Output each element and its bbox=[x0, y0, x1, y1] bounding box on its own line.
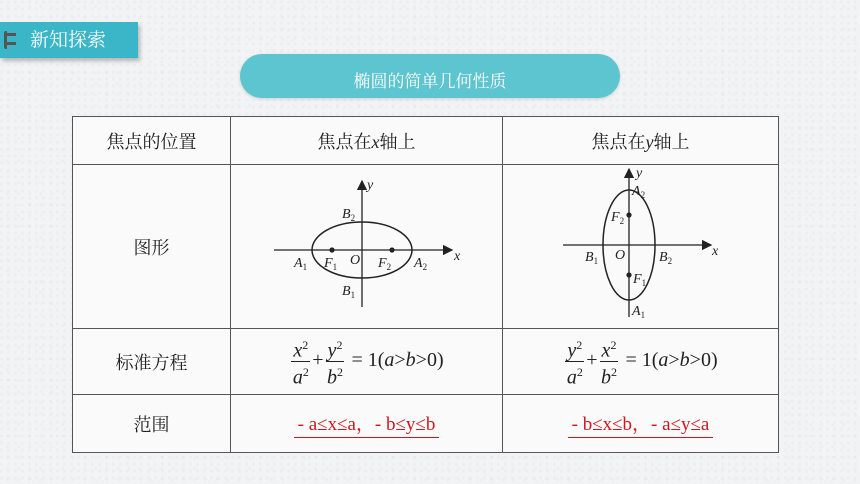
ellipse-properties-table bbox=[72, 116, 779, 453]
row-label-equation: 标准方程 bbox=[73, 329, 231, 395]
svg-text:F1: $F_1$ bbox=[323, 256, 337, 272]
ellipse-x-figure bbox=[272, 175, 462, 313]
binder-icon bbox=[4, 31, 19, 49]
range-y: - b≤x≤b，- a≤y≤a bbox=[568, 409, 714, 438]
header-focus-on-x: 焦点在x轴上 bbox=[231, 117, 503, 165]
svg-text:F2: $F_2$ bbox=[610, 210, 624, 226]
svg-text:B1: $B_1$ bbox=[341, 284, 355, 300]
svg-text:O: O bbox=[349, 253, 360, 268]
row-label-figure: 图形 bbox=[73, 165, 231, 329]
svg-text:B1: $B_1$ bbox=[584, 250, 598, 266]
header-focus-position: 焦点的位置 bbox=[73, 117, 231, 165]
section-badge bbox=[0, 22, 138, 58]
svg-text:x: x bbox=[711, 244, 718, 259]
svg-text:A2: $A_2$ bbox=[413, 256, 427, 272]
figure-y-cell bbox=[503, 165, 779, 329]
svg-text:B2: $B_2$ bbox=[658, 250, 672, 266]
ellipse-y-figure bbox=[561, 165, 721, 323]
table-row bbox=[73, 329, 779, 395]
svg-text:y: y bbox=[366, 178, 373, 193]
svg-text:O: O bbox=[614, 248, 625, 263]
equation-y: $\frac{y^2}{a^2}$ + $\frac{x^2}{b^2}$ = 1(a>b>0) bbox=[503, 329, 779, 395]
range-x-cell bbox=[231, 395, 503, 453]
section-badge-label: 新知探索 bbox=[30, 29, 107, 51]
equation-x: $\frac{x^2}{a^2}$ + $\frac{y^2}{b^2}$ = 1(a>b>0) bbox=[231, 329, 503, 395]
svg-text:A1: $A_1$ bbox=[293, 256, 307, 272]
row-label-range: 范围 bbox=[73, 395, 231, 453]
svg-text:y: y bbox=[635, 166, 642, 181]
svg-text:A2: $A_2$ bbox=[631, 184, 645, 200]
svg-text:B2: $B_2$ bbox=[341, 207, 355, 223]
range-y-cell bbox=[503, 395, 779, 453]
svg-text:F1: $F_1$ bbox=[632, 272, 646, 288]
svg-text:A1: $A_1$ bbox=[631, 304, 645, 320]
svg-text:F2: $F_2$ bbox=[377, 256, 391, 272]
page-title: 椭圆的简单几何性质 bbox=[240, 54, 620, 98]
table-row bbox=[73, 165, 779, 329]
range-x: - a≤x≤a，- b≤y≤b bbox=[294, 409, 440, 438]
table-row bbox=[73, 395, 779, 453]
svg-text:x: x bbox=[453, 249, 460, 264]
header-focus-on-y: 焦点在y轴上 bbox=[503, 117, 779, 165]
figure-x-cell bbox=[231, 165, 503, 329]
table-row bbox=[73, 117, 779, 165]
